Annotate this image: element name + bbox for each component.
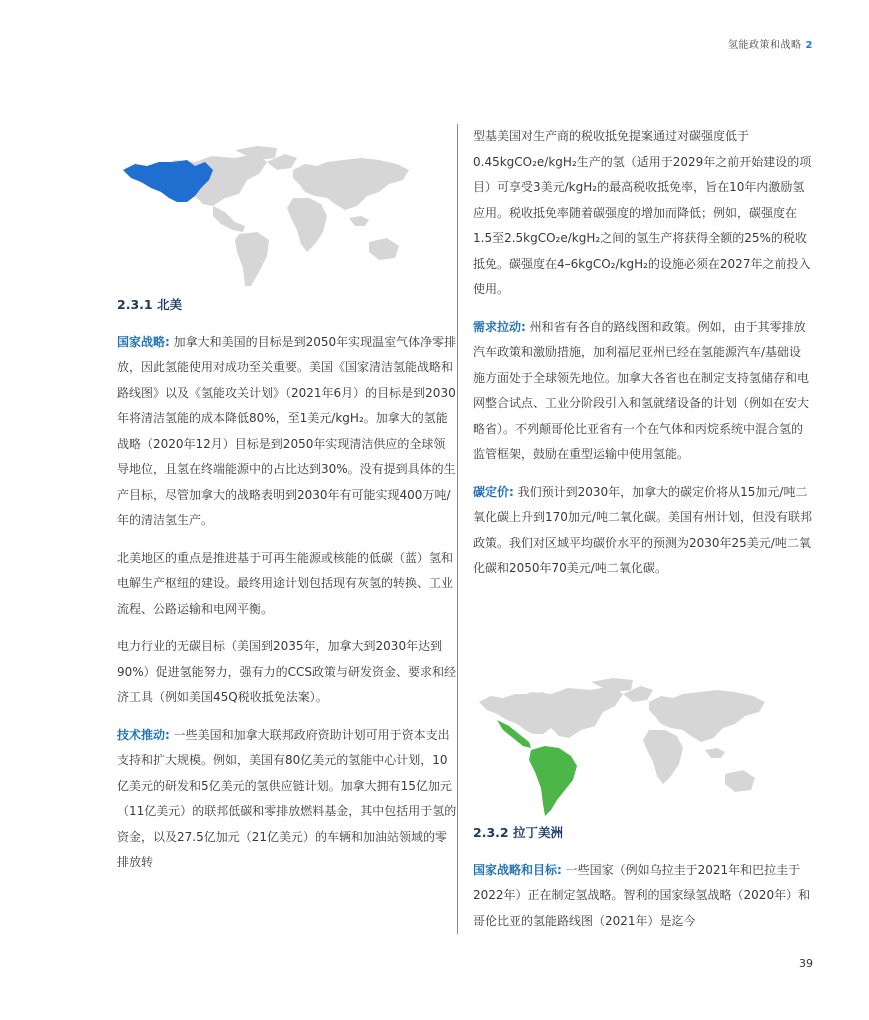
- lead-national-strategy: 国家战略:: [117, 334, 170, 349]
- section-heading-north-america: 2.3.1 北美: [117, 297, 182, 312]
- paragraph-focus: 北美地区的重点是推进基于可再生能源或核能的低碳（蓝）氢和电解生产枢纽的建设。最终用途计划包括现有灰氢的转换、工业流程、公路运输和电网平衡。: [117, 550, 454, 616]
- text-carbon-pricing: 我们预计到2030年，加拿大的碳定价将从15加元/吨二氧化碳上升到170加元/吨二氧化碳。美国有州计划，但没有联邦政策。我们对区域平均碳价水平的预测为2030年25美元/吨二氧化碳和2050年70美元/吨二氧化碳。: [473, 484, 812, 575]
- column-divider: [457, 124, 458, 934]
- text-demand-pull: 州和省有各自的路线图和政策。例如，由于其零排放汽车政策和激励措施，加利福尼亚州已经在氢能源汽车/基础设施方面处于全球领先地位。加拿大各省也在制定支持氢储存和电网整合试点、工业分阶段引入和氢就绪设备的计划（例如在安大略省）。不列颠哥伦比亚省有一个在气体和丙烷系统中混合氢的监管框架，鼓励在重型运输中使用氢能。: [473, 319, 810, 461]
- paragraph-carbon-pricing: [473, 480, 813, 582]
- paragraph-la-national-strategy: [473, 858, 813, 935]
- lead-la-national-strategy: 国家战略和目标:: [473, 862, 562, 877]
- latin-america-section: [473, 820, 813, 946]
- latin-america-map: [473, 672, 773, 822]
- text-la-national-strategy: 一些国家（例如乌拉圭于2021年和巴拉圭于2022年）正在制定氢战略。智利的国家绿氢战略（2020年）和哥伦比亚的氢能路线图（2021年）是迄今: [473, 862, 811, 928]
- paragraph-national-strategy: [117, 330, 457, 534]
- lead-demand-pull: 需求拉动:: [473, 319, 526, 334]
- lead-technology-push: 技术推动:: [117, 727, 170, 742]
- lead-carbon-pricing: 碳定价:: [473, 484, 514, 499]
- chapter-number: 2: [805, 40, 813, 51]
- left-column: [117, 292, 457, 888]
- header-title: 氢能政策和战略: [728, 40, 802, 51]
- text-national-strategy: 加拿大和美国的目标是到2050年实现温室气体净零排放，因此氢能使用对成功至关重要。美国《国家清洁氢能战略和路线图》以及《氢能攻关计划》（2021年6月）的目标是到2030年将清洁氢能的成本降低80%，至1美元/kgH₂。加拿大的氢能战略（2020年12月）目标是到2050年实现清洁供应的全球领导地位，且氢在终端能源中的占比达到30%。没有提到具体的生产目标，尽管加拿大的战略表明到2030年有可能实现400万吨/年的清洁氢生产。: [117, 334, 457, 527]
- paragraph-tax-credit: 型基美国对生产商的税收抵免提案通过对碳强度低于0.45kgCO₂e/kgH₂生产的氢（适用于2029年之前开始建设的项目）可享受3美元/kgH₂的最高税收抵免率，旨在10年内激励氢应用。税收抵免率随着碳强度的增加而降低；例如，碳强度在1.5至2.5kgCO₂e/kgH₂之间的氢生产将获得全额的25%的税收抵免。碳强度在4–6kgCO₂/kgH₂的设施必须在2027年之前投入使用。: [473, 129, 812, 296]
- section-heading-latin-america: 2.3.2 拉丁美洲: [473, 825, 563, 840]
- north-america-map: [117, 140, 417, 290]
- running-header: [728, 36, 813, 51]
- paragraph-power-sector: 电力行业的无碳目标（美国到2035年，加拿大到2030年达到90%）促进氢能努力，强有力的CCS政策与研发资金、要求和经济工具（例如美国45Q税收抵免法案）。: [117, 639, 457, 704]
- right-column: [473, 124, 813, 594]
- paragraph-technology-push: [117, 723, 457, 876]
- paragraph-demand-pull: [473, 315, 813, 468]
- text-technology-push: 一些美国和加拿大联邦政府资助计划可用于资本支出支持和扩大规模。例如，美国有80亿美元的氢能中心计划，10亿美元的研发和5亿美元的氢供应链计划。加拿大拥有15亿加元（11亿美元）的联邦低碳和零排放燃料基金，其中包括用于氢的资金，以及27.5亿加元（21亿美元）的车辆和加油站领域的零排放转: [117, 727, 457, 869]
- page-number: 39: [799, 957, 813, 970]
